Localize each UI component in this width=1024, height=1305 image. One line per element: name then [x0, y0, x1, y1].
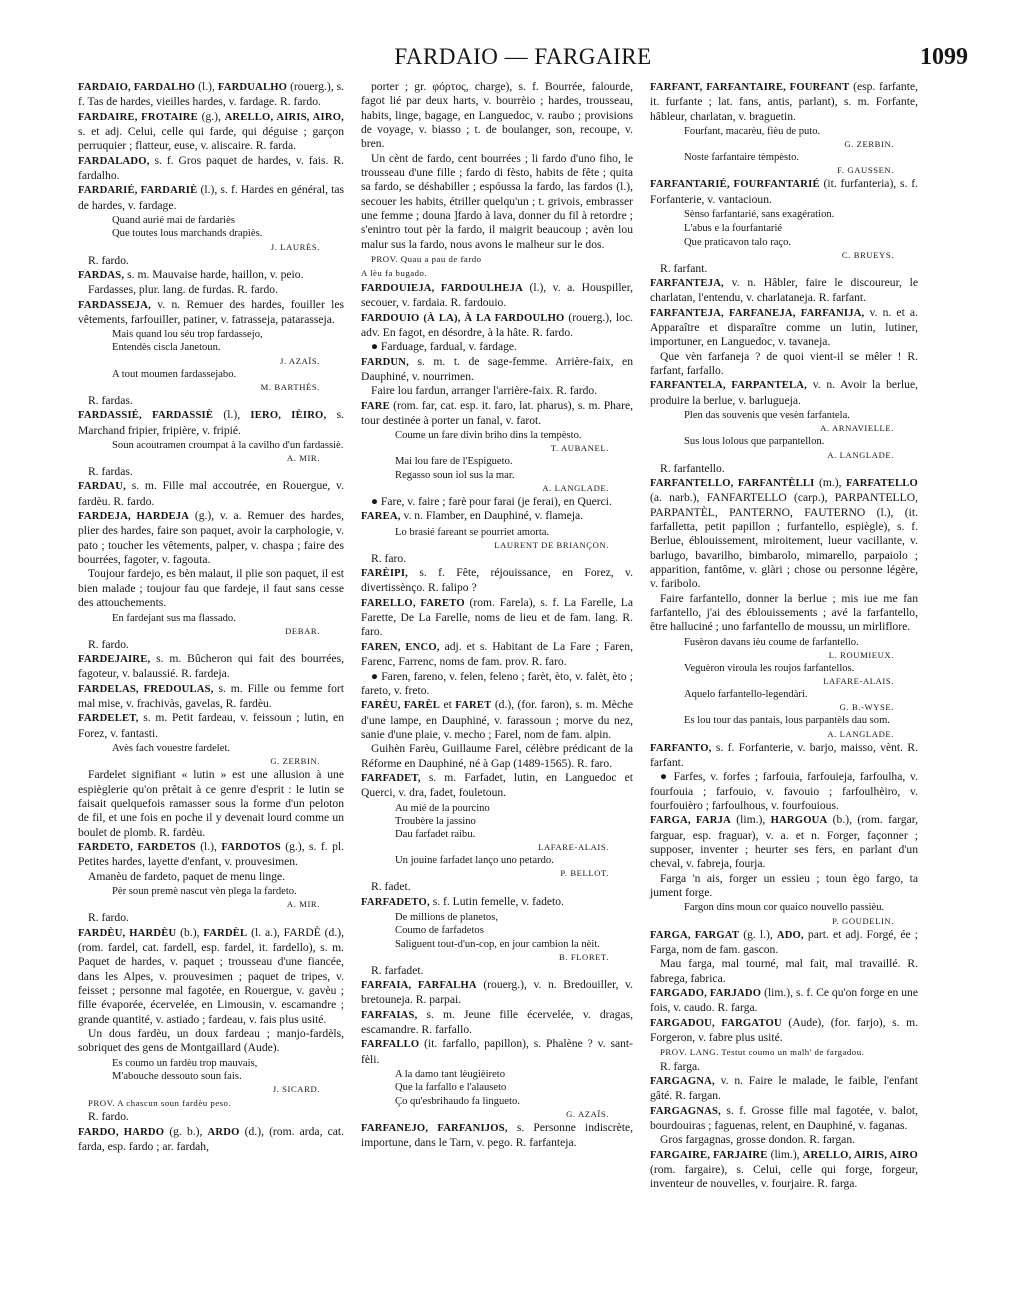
- entry-paragraph: R. farfadet.: [371, 963, 424, 977]
- dictionary-entry: [78, 408, 344, 438]
- entry-paragraph: ● Farfes, v. forfes ; farfouia, farfouieja, farfoulha, v. fourfouia ; farfouio, v. favouio ; farfoulhèiro, v. fourfouièro ; farfoulhous, v. fourfouious.: [650, 770, 918, 812]
- citation-verse: Au mié de la pourcino Troubère la jassino Dau farfadet raibu.: [395, 802, 490, 840]
- citation-verse: Fargon dins moun cor quaico nouvello passièu.: [684, 902, 885, 914]
- citation-verse: Sus lous lolous que parpantellon.: [684, 436, 825, 448]
- entry-headword: FARFANTELA, FARPANTELA,: [650, 380, 807, 392]
- citation-verse: Soun acoutramen croumpat à la cavilho d'un fardassiè.: [112, 439, 344, 451]
- citation-verse: Mai lou fare de l'Espigueto. Regasso soun iol sus la mar.: [395, 456, 515, 481]
- entry-text: (l. a.), FARDÈ (d.), (rom. fardel, cat. fardell, esp. fardel, it. fardello), s. m. Paquet de hardes, v. paquet ; trousseau d'une fiancée, dans les Alpes, v. prouvesimen ; paquet de tripes, v. feisset ; personne mal fagotée, en Rouergue, v. gavèu ; fille évaporée, écervelée, en Limousin, v. escamandre ; grande quantité, v. astiado ; fardeau, v. fais plus usité.: [78, 925, 344, 1026]
- entry-headword: FARGADO, FARJADO: [650, 987, 762, 999]
- entry-text: s. Personne indiscrète, importune, dans le Tarn, v. pego. R. farfanteja.: [361, 1120, 633, 1150]
- entry-paragraph: Fardasses, plur. lang. de furdas. R. fardo.: [88, 283, 278, 297]
- dictionary-entry: [78, 183, 344, 213]
- proverb: PROV. Quau a pau de fardo A lèu fa bugado.: [361, 254, 482, 279]
- entry-text: s. f. Grosse fille mal fagotée, v. balot, bourdouiras ; faguenas, relent, en Dauphiné, v. faganas.: [650, 1103, 918, 1132]
- entry-paragraph: Faire farfantello, donner la berlue ; mis iue me fan farfantello, j'ai des éblouissements ; avé la farfantello, être halluciné ; uno farfantello de moussu, un mirliflore.: [650, 591, 918, 634]
- entry-paragraph: R. farfantello.: [660, 461, 725, 475]
- entry-text: part. et adj. Forgé, ée ; Farga, nom de fam. gascon.: [650, 927, 918, 956]
- entry-paragraph: R. fardas.: [88, 393, 133, 407]
- citation-author: T. AUBANEL.: [550, 443, 609, 454]
- citation-author: LAFARE-ALAIS.: [823, 676, 894, 687]
- entry-text: s. m. Mauvaise harde, haillon, v. peio.: [124, 267, 304, 281]
- entry-headword: FARFANTEJA,: [650, 278, 724, 290]
- citation-author: G. ZERBIN.: [844, 139, 894, 150]
- entry-headword: FARGAGNAS,: [650, 1105, 721, 1117]
- citation-author: P. GOUDELIN.: [832, 915, 894, 926]
- entry-headword: FARDELET,: [78, 713, 139, 725]
- entry-paragraph: Un cènt de fardo, cent bourrées ; li fardo d'uno fiho, le trousseau d'une fille ; fardo di fèsto, habits de fête ; quita sa fardo, se déshabiller ; espóussa la fardo, las fardos (l.), secouer les habits, étriller quelqu'un ; t. grivois, embrasser une femme ; douna ]fardo à lava, donner du fil à retordre ; s'enintro tout pèr la fardo, il maigrit beaucoup ; avèn lou malur sus la fardo, nous avons le malheur sur le dos.: [361, 151, 633, 251]
- entry-headword-variant: HARGOUA: [770, 815, 828, 827]
- entry-text: (rom. far, cat. esp. it. faro, lat. pharus), s. m. Phare, tour destinée à porter un fanal, v. farot.: [361, 398, 633, 427]
- entry-text: s. m. Farfadet, lutin, en Languedoc et Querci, v. dra, fadet, fouletoun.: [361, 770, 633, 800]
- dictionary-entry: [361, 895, 633, 910]
- dictionary-entry: [361, 640, 633, 670]
- citation-author: C. BRUEYS.: [841, 249, 894, 260]
- citation-author: G. B.-WYSE.: [839, 702, 894, 713]
- dictionary-entry: [361, 1008, 633, 1038]
- entry-text: s. f. Lutin femelle, v. fadeto.: [429, 894, 564, 908]
- dictionary-entry: [361, 566, 633, 596]
- citation-verse: A tout moumen fardassejabo.: [112, 368, 237, 380]
- dictionary-entry: [361, 1121, 633, 1151]
- citation-verse: Lo brasié fareant se pourriet amorta.: [395, 526, 550, 538]
- entry-headword: FARDELAS, FREDOULAS,: [78, 683, 214, 695]
- citation-author: DEBAR.: [285, 625, 320, 636]
- entry-paragraph: Guihèn Farèu, Guillaume Farel, célèbre prédicant de la Réforme en Dauphiné, né à Gap (1489-1565). R. faro.: [361, 742, 633, 770]
- entry-headword: FARFANT, FARFANTAIRE, FOURFANT: [650, 82, 850, 93]
- citation-author: P. BELLOT.: [560, 868, 609, 879]
- entry-text: v. n. Remuer des hardes, fouiller les vêtements, farfouiller, patiner, v. fatrasseja, patarasseja.: [78, 297, 344, 326]
- dictionary-entry: [650, 986, 918, 1016]
- dictionary-entry: [78, 268, 344, 283]
- entry-text: v. n. Flamber, en Dauphiné, v. flameja.: [400, 509, 584, 523]
- column-middle: [361, 80, 633, 1150]
- entry-text: v. n. Hâbler, faire le discoureur, le charlatan, l'entendu, v. charlataneja. R. farfant.: [650, 276, 918, 305]
- entry-paragraph: Mau farga, mal tourné, mal fait, mal travaillé. R. fabrega, fabrica.: [650, 957, 918, 985]
- citation-author: G. ZERBIN.: [270, 756, 320, 767]
- citation-author: A. LANGLADE.: [542, 482, 609, 493]
- entry-paragraph: Farga 'n ais, forger un essieu ; toun ègo fargo, ta jument forge.: [650, 871, 918, 899]
- citation-verse: Un jouine farfadet lanço uno petardo.: [395, 855, 554, 867]
- dictionary-entry: [78, 110, 344, 154]
- entry-headword: FARDAU,: [78, 481, 126, 493]
- entry-paragraph: Fardelet signifiant « lutin » est une allusion à une espièglerie qu'on prêtait à ce genre d'esprit : le lutin se faisait quelquefois ramasser sous la forme d'un peloton de fil, et une fois en poche il y devenait lourd comme un boulet de plomb. R. fardèu.: [78, 768, 344, 839]
- entry-paragraph: Amanèu de fardeto, paquet de menu linge.: [88, 869, 286, 883]
- entry-paragraph: ● Farduage, fardual, v. fardage.: [371, 340, 517, 354]
- dictionary-entry: [361, 978, 633, 1008]
- entry-paragraph: R. farfant.: [660, 261, 708, 275]
- entry-headword: FARDEJA, HARDEJA: [78, 511, 190, 523]
- entry-paragraph: R. fardo.: [88, 1110, 129, 1124]
- entry-text: (it. furfanteria), s. f. Forfanterie, v. vantacioun.: [650, 177, 918, 206]
- entry-headword: FARFANTO,: [650, 742, 712, 754]
- entry-paragraph: R. farga.: [660, 1059, 701, 1073]
- citation-author: G. AZAÏS.: [566, 1108, 609, 1119]
- entry-headword: FARDETO, FARDETOS: [78, 842, 196, 854]
- citation-author: L. ROUMIEUX.: [828, 649, 894, 660]
- entry-text: v. n. Faire le malade, le faible, l'enfant gâté. R. fargan.: [650, 1073, 918, 1103]
- proverb: PROV. A chascun soun fardèu peso.: [88, 1098, 232, 1109]
- citation-author: B. FLORET.: [558, 951, 609, 962]
- entry-text: (l.),: [213, 408, 251, 422]
- entry-headword: FARDAS,: [78, 269, 125, 281]
- entry-paragraph: R. fardo.: [88, 253, 129, 267]
- citation-verse: L'abus e la fourfantarié Que praticavon talo raço.: [684, 223, 792, 248]
- citation-verse: Plen das souvenis que vesèn farfantela.: [684, 410, 850, 422]
- entry-headword: FARGA, FARGAT: [650, 929, 740, 941]
- dictionary-entry: [361, 311, 633, 341]
- dictionary-entry: [361, 771, 633, 801]
- citation-verse: Mais quand lou séu trop fardassejo, Entendès ciscla Janetoun.: [112, 329, 263, 354]
- dictionary-entry: [78, 926, 344, 1027]
- entry-headword: FARDUN,: [361, 356, 409, 368]
- dictionary-entry: [78, 1125, 344, 1155]
- entry-headword: FARELLO, FARETO: [361, 597, 465, 609]
- dictionary-entry: [650, 813, 918, 871]
- citation-author: A. LANGLADE.: [827, 449, 894, 460]
- citation-verse: Aquelo farfantello-legendàri.: [684, 689, 808, 701]
- entry-headword: FARÈU, FARÈL: [361, 700, 441, 712]
- entry-text: s. f. Gros paquet de hardes, v. fais. R. fardalho.: [78, 153, 344, 183]
- entry-headword: FARDASSEJA,: [78, 299, 151, 311]
- entry-headword-variant: ADO,: [776, 929, 804, 941]
- entry-paragraph: porter ; gr. φόρτος, charge), s. f. Bourrée, falourde, fagot lié par deux harts, v. bourrèio ; hardes, trousseau, habits, linge, bagage, en Languedoc, v. raubo ; provisions de voyage, v. biasso ; t. de boulanger, son, recoupe, v. bren.: [361, 80, 633, 151]
- entry-headword: FARDOUIEJA, FARDOULHEJA: [361, 282, 523, 294]
- dictionary-entry: [361, 698, 633, 742]
- entry-headword: FARFANTELLO, FARFANTÈLLI: [650, 477, 815, 489]
- dictionary-entry: [650, 378, 918, 408]
- entry-text: (a. narb.), FANFARTELLO (carp.), PARPANTELLO, PARPANTÈL, PANTERNO, FAUTERNO (l.), (it. farfalletta, petit papillon ; furfantello, espiègle), s. f. Berlue, éblouissement, miroitement, lueur vacillante, v. barlugo, bavarilho, bimbarolo, mimarello, parpaiolo ; apparition, fantôme, v. glàri ; chose ou personne légère, v. faribolo.: [650, 491, 918, 591]
- entry-text: (g.), v. a. Remuer des hardes, plier des hardes, faire son paquet, avoir la carphologie, v. pato ; toucher les vêtements, palper, v. chaspa ; faire des bourrées, fagoter, v. fagouta.: [78, 509, 344, 567]
- dictionary-entry: [78, 298, 344, 328]
- column-right: [650, 80, 918, 1192]
- dictionary-entry: [650, 1016, 918, 1046]
- entry-paragraph: Toujour fardejo, es bèn malaut, il plie son paquet, il est bien malade ; toujour fau que fardeje, il faut sans cesse des attouchements.: [78, 567, 344, 610]
- dictionary-entry: [78, 682, 344, 712]
- entry-text: (rouerg.), v. n. Bredouiller, v. bretouneja. R. parpai.: [361, 978, 633, 1007]
- dictionary-entry: [361, 281, 633, 311]
- running-title: FARDAIO — FARGAIRE: [394, 44, 652, 69]
- dictionary-entry: [361, 1037, 633, 1067]
- dictionary-entry: [650, 476, 918, 592]
- citation-author: A. MIR.: [286, 453, 320, 464]
- entry-paragraph: R. fadet.: [371, 880, 411, 894]
- entry-text: (rouerg.), loc. adv. En fagot, en désordre, à la hâte. R. fardo.: [361, 310, 633, 339]
- entry-paragraph: Un dous fardèu, un doux fardeau ; manjo-fardèls, sobriquet des gens de Montgaillard (Aude).: [78, 1027, 344, 1055]
- dictionary-entry: [650, 928, 918, 958]
- entry-text: (lim.), s. f. Ce qu'on forge en une fois, v. caudo. R. farga.: [650, 985, 918, 1015]
- entry-text: (d.), (for. faron), s. m. Mèche d'une lampe, en Dauphiné, v. farassoun ; morve du nez, sanie d'une plaie, v. mecho ; Farel, nom de fam. alpin.: [361, 698, 633, 741]
- entry-headword: FARFADET,: [361, 772, 421, 784]
- dictionary-entry: [650, 1074, 918, 1104]
- entry-headword: FARGAIRE, FARJAIRE: [650, 1149, 768, 1161]
- entry-text: (g.),: [197, 109, 225, 123]
- entry-text: s. f. Forfanterie, v. barjo, maisso, vènt. R. farfant.: [650, 740, 918, 769]
- entry-paragraph: Faire lou fardun, arranger l'arrière-faix. R. fardo.: [371, 384, 598, 398]
- dictionary-entry: [361, 355, 633, 385]
- entry-headword: FARDEJAIRE,: [78, 654, 151, 666]
- entry-headword-variant: FARDOTOS: [221, 842, 281, 854]
- citation-verse: Fusèron davans ièu coume de farfantello.: [684, 636, 859, 648]
- dictionary-entry: [78, 711, 344, 741]
- entry-text: s. m. Fille mal accoutrée, en Rouergue, v. fardèu. R. fardo.: [78, 479, 344, 508]
- running-header: [78, 44, 968, 74]
- entry-text: (rouerg.), s. f. Tas de hardes, vieilles hardes, v. fardage. R. fardo.: [78, 80, 344, 109]
- entry-text: (l.),: [195, 840, 222, 854]
- entry-headword: FARDÈU, HARDÈU: [78, 927, 177, 939]
- entry-text: (l.),: [195, 80, 218, 93]
- citation-author: A. LANGLADE.: [827, 728, 894, 739]
- citation-verse: Sènso farfantarié, sans exagération.: [684, 209, 835, 221]
- citation-author: A. ARNAVIELLE.: [820, 423, 894, 434]
- entry-headword: FARDARIÉ, FARDARIÈ: [78, 185, 198, 197]
- entry-text: (it. farfallo, papillon), s. Phalène ? v. sant-fèli.: [361, 1037, 633, 1066]
- entry-headword: FARDAIRE, FROTAIRE: [78, 111, 198, 123]
- entry-text: (g.), s. f. pl. Petites hardes, layette d'enfant, v. prouvesimen.: [78, 840, 344, 869]
- citation-verse: A la damo tant lèugièireto Que la farfallo e l'alauseto Ço qu'esbrihaudo fa lingueto.: [395, 1069, 520, 1107]
- entry-headword-variant: FARDÈL: [203, 927, 248, 939]
- citation-verse: Fourfant, macarèu, fièu de puto.: [684, 126, 821, 138]
- citation-verse: Avès fach vouestre fardelet.: [112, 743, 231, 755]
- dictionary-entry: [78, 652, 344, 682]
- dictionary-entry: [78, 479, 344, 509]
- entry-paragraph: R. fardo.: [88, 637, 129, 651]
- entry-text: s. f. Fête, réjouissance, en Forez, v. divertissènço. R. falipo ?: [361, 566, 633, 595]
- page-number: 1099: [920, 44, 968, 70]
- entry-paragraph: R. fardas.: [88, 465, 133, 479]
- entry-text: v. n. et a. Apparaître et disparaître comme un lutin, lutiner, importuner, en Languedoc, v. tavaneja.: [650, 305, 918, 349]
- entry-headword: FARDAIO, FARDALHO: [78, 82, 196, 93]
- entry-text: (rom. fargaire), s. Celui, celle qui forge, forgeur, inventeur de nouvelles, v. fourjaire. R. farga.: [650, 1163, 918, 1191]
- entry-text: (l.), s. f. Hardes en général, tas de hardes, v. fardage.: [78, 183, 344, 212]
- entry-text: s. et adj. Celui, celle qui farde, qui déguise ; garçon perruquier ; flatteur, euse, v. aliscaire. R. farda.: [78, 125, 344, 153]
- entry-headword: FARGADOU, FARGATOU: [650, 1017, 782, 1029]
- citation-author: F. GAUSSEN.: [837, 165, 894, 176]
- entry-headword-variant: IERO, IÈIRO,: [250, 410, 327, 422]
- entry-text: (Aude), (for. farjo), s. m. Forgeron, v. fabre plus usité.: [650, 1015, 918, 1044]
- entry-headword: FARDOUIO (À LA), À LA FARDOULHO: [361, 312, 565, 324]
- entry-paragraph: Gros fargagnas, grosse dondon. R. fargan.: [660, 1133, 856, 1147]
- entry-text: adj. et s. Habitant de La Fare ; Faren, Farenc, Farrenc, noms de fam. prov. R. faro.: [361, 639, 634, 669]
- entry-text: v. n. Avoir la berlue, produire la berlue, v. barlugueja.: [650, 378, 918, 407]
- entry-headword-variant: FARDUALHO: [217, 82, 288, 93]
- citation-verse: Quand aurié mai de fardariès Que toutes lous marchands drapiès.: [112, 215, 263, 240]
- citation-author: M. BARTHÉS.: [260, 381, 320, 392]
- entry-text: s. m. Petit fardeau, v. feissoun ; lutin, en Forez, v. fantasti.: [78, 711, 344, 740]
- dictionary-entry: [650, 306, 918, 350]
- entry-headword: FARFALLO: [361, 1039, 420, 1051]
- citation-verse: Noste farfantaire tèmpèsto.: [684, 152, 800, 164]
- entry-headword: FARE: [361, 400, 390, 412]
- citation-verse: Coume un fare divin briho dins la tempèsto.: [395, 430, 582, 442]
- entry-headword: FARFANEJO, FARFANIJOS,: [361, 1122, 508, 1134]
- citation-verse: En fardejant sus ma flassado.: [112, 612, 236, 624]
- citation-author: A. MIR.: [286, 899, 320, 910]
- entry-text: s. Marchand fripier, fripière, v. fripié.: [78, 408, 344, 437]
- entry-headword: FARFANTEJA, FARFANEJA, FARFANIJA,: [650, 307, 865, 319]
- entry-text: (b.),: [176, 925, 204, 939]
- entry-text: (b.), (rom. fargar, farguar, esp. fraguar), v. a. et n. Forger, façonner ; supposer, inventer ; heurter ses fers, en parlant d'un cheval, v. fabreja, fourja.: [650, 813, 918, 871]
- entry-text: (g. b.),: [164, 1124, 208, 1138]
- column-left: [78, 80, 344, 1154]
- dictionary-entry: [650, 1148, 918, 1192]
- dictionary-entry: [650, 80, 918, 124]
- citation-verse: Veguèron viroula les roujos farfantellos.: [684, 662, 855, 674]
- citation-author: J. LAURÈS.: [270, 241, 320, 252]
- entry-text: (d.), (rom. arda, cat. farda, esp. fardo ; ar. fardah,: [78, 1124, 344, 1154]
- citation-verse: Pèr soun premè nascut vèn plega la fardeto.: [112, 886, 297, 898]
- citation-author: J. SICARD.: [272, 1084, 320, 1095]
- dictionary-entry: [650, 177, 918, 207]
- entry-text: (g. l.),: [739, 927, 777, 941]
- citation-verse: Es lou tour das pantais, lous parpantèls dau som.: [684, 715, 890, 727]
- entry-text: (l.), v. a. Houspiller, secouer, v. fardaia. R. fardouio.: [361, 280, 633, 310]
- dictionary-entry: [78, 509, 344, 567]
- entry-headword: FARGAGNA,: [650, 1075, 715, 1087]
- entry-headword: FAREN, ENCO,: [361, 641, 440, 653]
- entry-text: (rom. Farela), s. f. La Farelle, La Farette, De La Farelle, noms de lieu et de fam. lang. R. faro.: [361, 595, 633, 639]
- citation-author: LAURENT DE BRIANÇON.: [494, 539, 609, 550]
- entry-headword-variant: FARFATELLO: [845, 477, 918, 489]
- dictionary-entry: [650, 276, 918, 306]
- dictionary-entry: [78, 80, 344, 110]
- entry-headword-variant: ARELLO, AIRIS, AIRO,: [224, 111, 344, 123]
- entry-headword: FARFAIA, FARFALHA: [361, 980, 477, 992]
- entry-headword: FARDALADO,: [78, 155, 150, 167]
- entry-headword: FARFADETO,: [361, 896, 430, 908]
- entry-text: (m.),: [814, 475, 846, 489]
- entry-headword: FARDO, HARDO: [78, 1126, 165, 1138]
- entry-headword: FAREA,: [361, 511, 401, 523]
- entry-headword-variant: FARET: [455, 700, 492, 712]
- dictionary-entry: [361, 596, 633, 640]
- entry-paragraph: R. fardo.: [88, 911, 129, 925]
- citation-verse: De millions de planetos, Coumo de farfadetos Saliguent tout-d'un-cop, en jour cambion la nèit.: [395, 912, 600, 950]
- citation-author: LAFARE-ALAIS.: [538, 842, 609, 853]
- entry-headword-variant: ARELLO, AIRIS, AIRO: [802, 1149, 918, 1161]
- citation-author: J. AZAÏS.: [279, 355, 320, 366]
- dictionary-entry: [78, 154, 344, 184]
- entry-text: et: [440, 698, 456, 712]
- entry-text: s. m. Bûcheron qui fait des bourrées, fagoteur, v. balaussié. R. fardeja.: [78, 652, 344, 681]
- entry-headword: FARFAIAS,: [361, 1009, 418, 1021]
- entry-headword: FARGA, FARJA: [650, 815, 731, 827]
- entry-paragraph: R. faro.: [371, 551, 407, 565]
- entry-text: s. m. t. de sage-femme. Arrière-faix, en Dauphiné, v. nourrimen.: [361, 354, 633, 383]
- entry-paragraph: Que vèn farfaneja ? de quoi vient-il se mêler ! R. farfant, farfallo.: [650, 349, 918, 378]
- citation-verse: Es coumo un fardèu trop mauvais, M'abouche dessouto soun fais.: [112, 1057, 258, 1082]
- dictionary-entry: [78, 840, 344, 870]
- entry-text: (lim.),: [767, 1147, 803, 1161]
- entry-headword: FARFANTARIÉ, FOURFANTARIÉ: [650, 179, 820, 191]
- dictionary-entry: [650, 1104, 918, 1134]
- proverb: PROV. LANG. Testut coumo un malh' de fargadou.: [660, 1047, 865, 1058]
- entry-text: s. m. Jeune fille écervelée, v. dragas, escamandre. R. farfallo.: [361, 1007, 633, 1037]
- dictionary-entry: [650, 741, 918, 771]
- entry-text: (esp. farfante, it. furfante ; lat. fans, antis, parlant), s. m. Forfante, hâbleur, charlatan, v. braguetin.: [650, 80, 918, 123]
- entry-paragraph: ● Faren, fareno, v. felen, feleno ; farèt, èto, v. falèt, èto ; fareto, v. freto.: [361, 669, 633, 697]
- entry-headword-variant: ARDO: [207, 1126, 240, 1138]
- entry-headword: FARDASSIÉ, FARDASSIÈ: [78, 410, 214, 422]
- dictionary-entry: [361, 399, 633, 429]
- entry-text: s. m. Fille ou femme fort mal mise, v. frachivàs, gavelas, R. fardèu.: [78, 681, 345, 711]
- dictionary-entry: [361, 509, 633, 524]
- entry-headword: FARÈIPI,: [361, 568, 409, 580]
- entry-paragraph: ● Fare, v. faire ; farè pour farai (je ferai), en Querci.: [371, 494, 612, 508]
- entry-text: (lim.),: [730, 813, 771, 827]
